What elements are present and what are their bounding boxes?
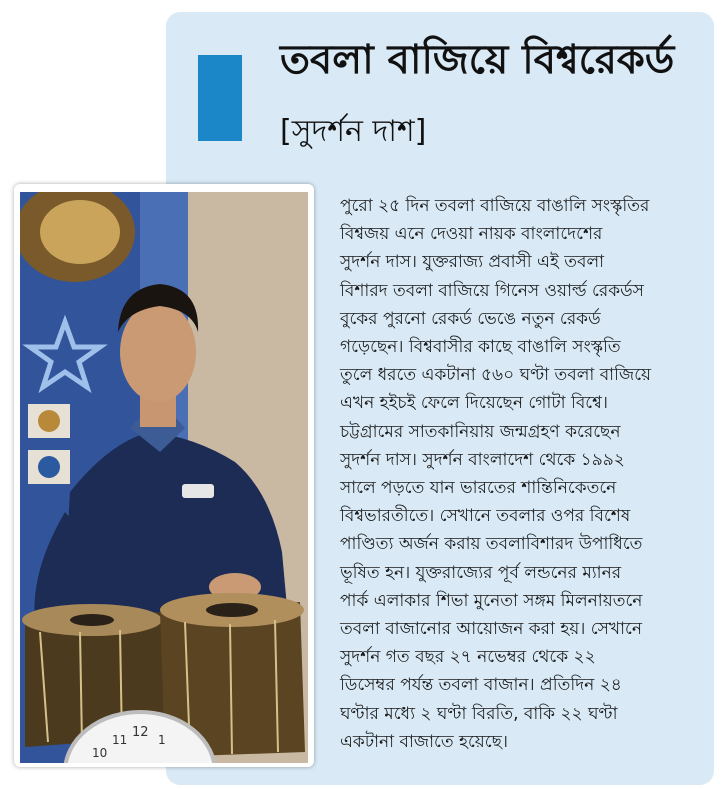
body-line: সুদর্শন দাস। সুদর্শন বাংলাদেশ থেকে ১৯৯২ <box>340 449 625 470</box>
body-line: চট্টগ্রামের সাতকানিয়ায় জন্মগ্রহণ করেছেন <box>340 421 621 442</box>
body-line: তবলা বাজানোর আয়োজন করা হয়। সেখানে <box>340 619 642 640</box>
body-line: তুলে ধরতে একটানা ৫৬০ ঘণ্টা তবলা বাজিয়ে <box>340 365 652 386</box>
body-line: একটানা বাজাতে হয়েছে। <box>340 731 509 752</box>
clock-numeral: 12 <box>132 725 149 740</box>
clock-numeral: 11 <box>112 733 128 747</box>
body-line: সালে পড়তে যান ভারতের শান্তিনিকেতনে <box>340 478 617 499</box>
body-line: গড়েছেন। বিশ্ববাসীর কাছে বাঙালি সংস্কৃতি <box>340 337 621 358</box>
body-line: সুদর্শন গত বছর ২৭ নভেম্বর থেকে ২২ <box>340 647 596 668</box>
body-line: ডিসেম্বর পর্যন্ত তবলা বাজান। প্রতিদিন ২৪ <box>340 675 622 696</box>
tabla-player-photo <box>20 192 308 763</box>
body-line: পুরো ২৫ দিন তবলা বাজিয়ে বাঙালি সংস্কৃতির <box>340 196 650 216</box>
article-headline: তবলা বাজিয়ে বিশ্বরেকর্ড <box>280 37 675 83</box>
body-line: সুদর্শন দাস। যুক্তরাজ্য প্রবাসী এই তবলা <box>340 252 605 273</box>
headline-accent-bar <box>198 55 242 141</box>
body-line: ভূষিত হন। যুক্তরাজ্যের পূর্ব লন্ডনের ম্যানর <box>340 562 622 583</box>
article-body <box>340 192 695 756</box>
body-line: বিশ্বজয় এনে দেওয়া নায়ক বাংলাদেশের <box>340 224 603 245</box>
article-byline: [সুদর্শন দাশ] <box>280 114 427 149</box>
body-line: বিশ্বভারতীতে। সেখানে তবলার ওপর বিশেষ <box>340 506 631 527</box>
body-line: পাণ্ডিত্য অর্জন করায় তবলাবিশারদ উপাধিতে <box>340 534 643 555</box>
body-line: এখন হইচই ফেলে দিয়েছেন গোটা বিশ্বে। <box>340 393 608 414</box>
body-line: ঘণ্টার মধ্যে ২ ঘণ্টা বিরতি, বাকি ২২ ঘণ্টা <box>340 703 618 724</box>
body-line: বিশারদ তবলা বাজিয়ে গিনেস ওয়ার্ল্ড রেকর্ডস <box>340 280 644 301</box>
body-line: বুকের পুরনো রেকর্ড ভেঙে নতুন রেকর্ড <box>340 308 601 329</box>
clock-numeral: 10 <box>92 746 108 760</box>
body-line: পার্ক এলাকার শিভা মুনেতা সঙ্গম মিলনায়তনে <box>340 590 643 611</box>
clock-numeral: 1 <box>158 733 166 747</box>
